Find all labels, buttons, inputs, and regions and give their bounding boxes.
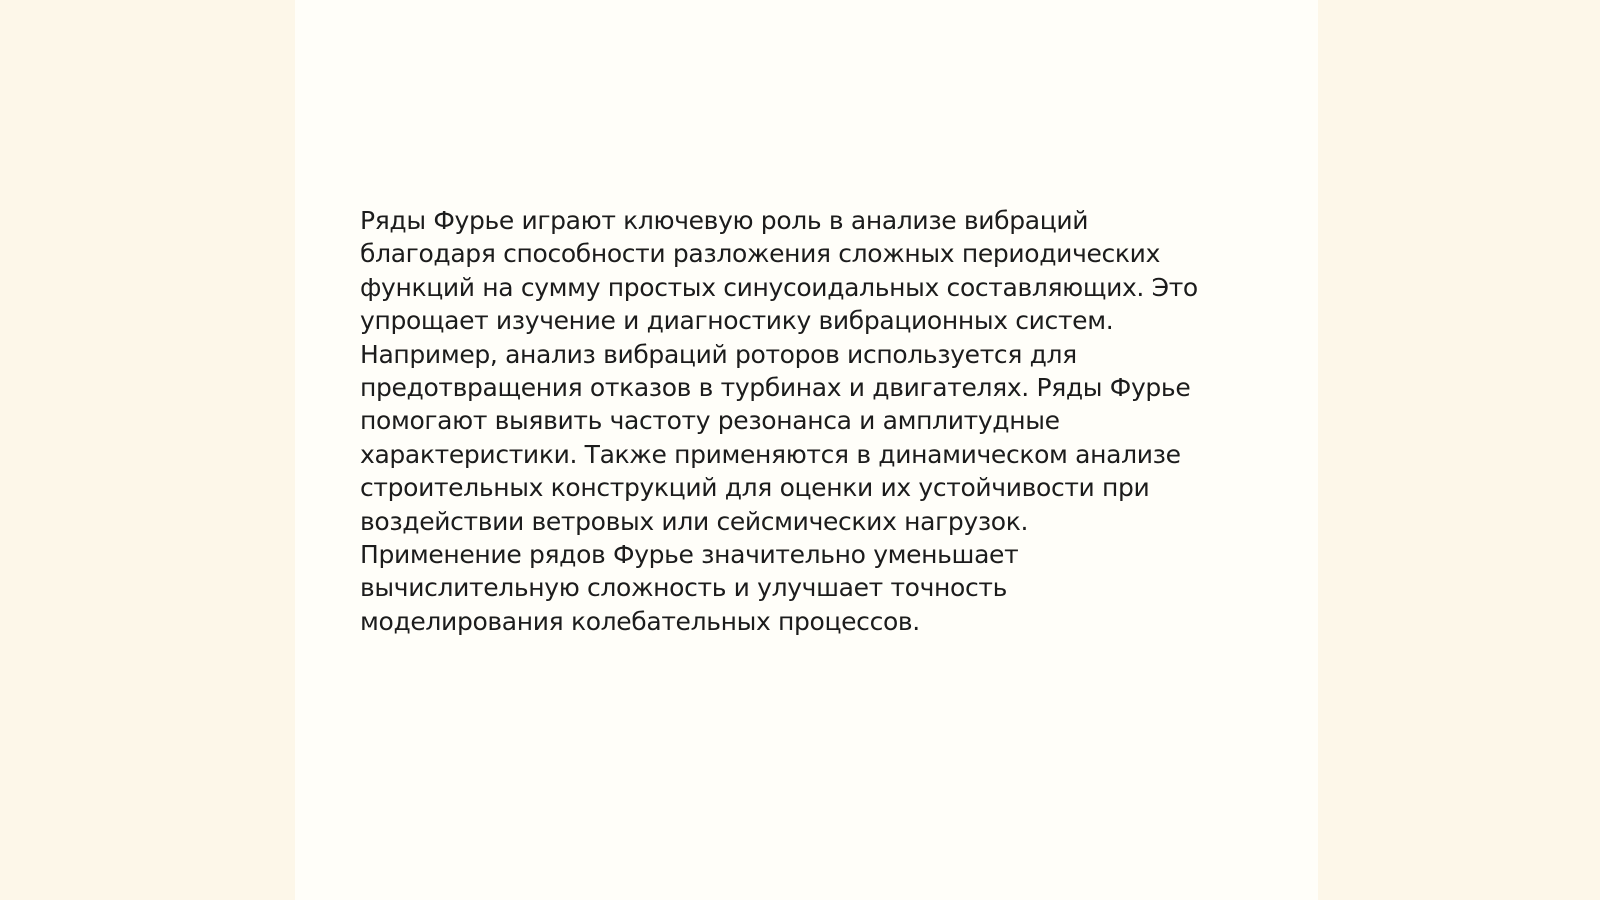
text-line-9: строительных конструкций для оценки их устойчивости при [360, 473, 1150, 503]
text-line-5: Например, анализ вибраций роторов используется для [360, 339, 1077, 369]
body-paragraph [360, 204, 1260, 638]
text-line-13: моделирования колебательных процессов. [360, 606, 920, 636]
left-margin-panel [0, 0, 295, 900]
text-line-1: Ряды Фурье играют ключевую роль в анализе вибраций [360, 206, 1089, 235]
text-line-8: характеристики. Также применяются в динамическом анализе [360, 439, 1181, 469]
text-line-2: благодаря способности разложения сложных периодических [360, 239, 1161, 269]
text-line-12: вычислительную сложность и улучшает точность [360, 573, 1007, 603]
text-line-3: функций на сумму простых синусоидальных составляющих. Это [360, 272, 1198, 302]
document-page [295, 0, 1318, 900]
text-line-10: воздействии ветровых или сейсмических нагрузок. [360, 506, 1029, 536]
text-line-6: предотвращения отказов в турбинах и двигателях. Ряды Фурье [360, 373, 1191, 403]
text-line-11: Применение рядов Фурье значительно уменьшает [360, 540, 1019, 570]
text-line-7: помогают выявить частоту резонанса и амплитудные [360, 406, 1060, 436]
text-line-4: упрощает изучение и диагностику вибрационных систем. [360, 306, 1114, 336]
right-margin-panel [1318, 0, 1600, 900]
